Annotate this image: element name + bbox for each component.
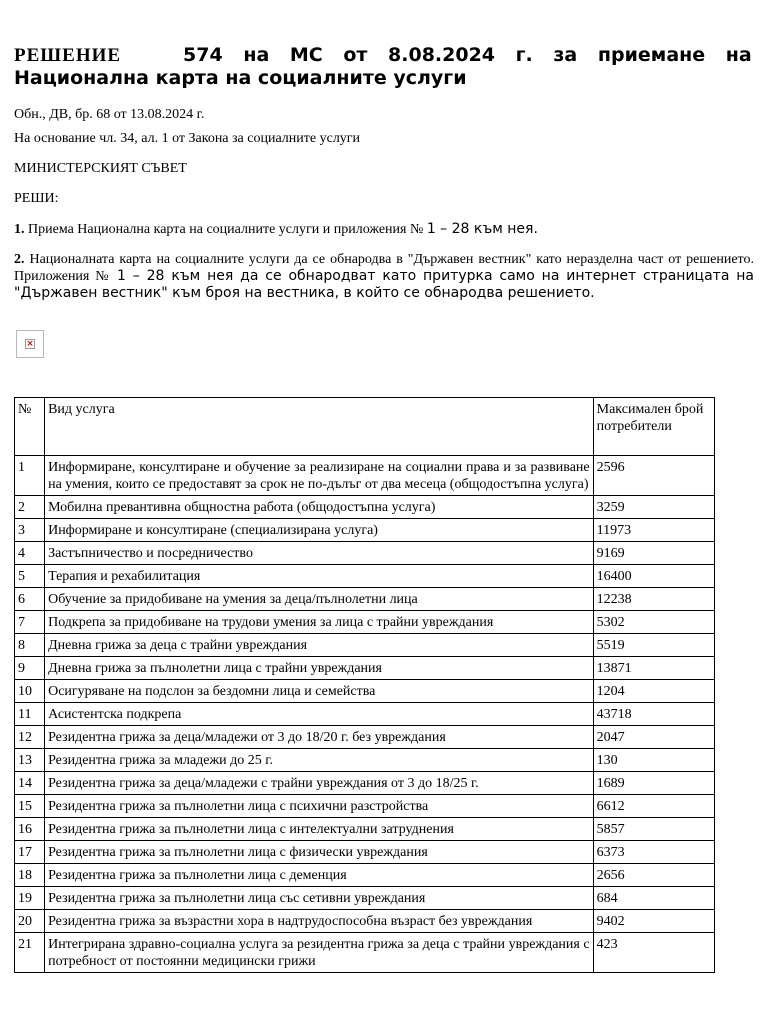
cell-service: Дневна грижа за деца с трайни увреждания <box>45 634 594 657</box>
cell-number: 1 <box>15 456 45 496</box>
cell-number: 10 <box>15 680 45 703</box>
decided-heading: РЕШИ: <box>14 191 59 206</box>
cell-number: 6 <box>15 588 45 611</box>
cell-max: 6612 <box>593 795 714 818</box>
decision-item-1 <box>14 221 754 238</box>
cell-service: Информиране и консултиране (специализирана услуга) <box>45 519 594 542</box>
cell-number: 12 <box>15 726 45 749</box>
cell-service: Подкрепа за придобиване на трудови умения за лица с трайни увреждания <box>45 611 594 634</box>
cell-service: Резидентна грижа за пълнолетни лица с физически увреждания <box>45 841 594 864</box>
cell-number: 5 <box>15 565 45 588</box>
table-row <box>15 657 715 680</box>
table-row <box>15 864 715 887</box>
title-lead: РЕШЕНИЕ <box>14 45 122 66</box>
cell-service: Резидентна грижа за пълнолетни лица със сетивни увреждания <box>45 887 594 910</box>
cell-service: Осигуряване на подслон за бездомни лица и семейства <box>45 680 594 703</box>
cell-number: 17 <box>15 841 45 864</box>
document-title <box>14 44 754 90</box>
table-row <box>15 726 715 749</box>
cell-max: 43718 <box>593 703 714 726</box>
cell-number: 21 <box>15 933 45 973</box>
cell-number: 7 <box>15 611 45 634</box>
cell-service: Интегрирана здравно-социална услуга за резидентна грижа за деца с трайни увреждания с потребност от постоянни медицински грижи <box>45 933 594 973</box>
cell-service: Резидентна грижа за деца/младежи с трайни увреждания от 3 до 18/25 г. <box>45 772 594 795</box>
cell-service: Резидентна грижа за пълнолетни лица с интелектуални затруднения <box>45 818 594 841</box>
council-heading: МИНИСТЕРСКИЯТ СЪВЕТ <box>14 161 187 176</box>
services-table <box>14 397 715 973</box>
table-row <box>15 456 715 496</box>
header-number: № <box>15 398 45 456</box>
cell-max: 12238 <box>593 588 714 611</box>
cell-number: 11 <box>15 703 45 726</box>
table-row <box>15 634 715 657</box>
cell-service: Застъпничество и посредничество <box>45 542 594 565</box>
cell-max: 423 <box>593 933 714 973</box>
table-header-row <box>15 398 715 456</box>
cell-service: Резидентна грижа за младежи до 25 г. <box>45 749 594 772</box>
cell-max: 5519 <box>593 634 714 657</box>
cell-number: 16 <box>15 818 45 841</box>
cell-service: Резидентна грижа за пълнолетни лица с деменция <box>45 864 594 887</box>
item-number: 1. <box>14 222 25 237</box>
cell-number: 9 <box>15 657 45 680</box>
item-text: Националната карта на социалните услуги да се обнародва в "Държавен вестник" като неразделна част от решението. Приложения № <box>14 252 754 284</box>
decision-item-2 <box>14 251 754 302</box>
table-row <box>15 680 715 703</box>
cell-max: 1204 <box>593 680 714 703</box>
table-row <box>15 933 715 973</box>
table-row <box>15 772 715 795</box>
table-row <box>15 841 715 864</box>
cell-service: Асистентска подкрепа <box>45 703 594 726</box>
cell-number: 13 <box>15 749 45 772</box>
item-number: 2. <box>14 252 25 267</box>
table-row <box>15 795 715 818</box>
title-line2: Национална карта на социалните услуги <box>14 67 467 89</box>
table-row <box>15 565 715 588</box>
table-row <box>15 887 715 910</box>
cell-max: 2047 <box>593 726 714 749</box>
cell-max: 5857 <box>593 818 714 841</box>
cell-number: 19 <box>15 887 45 910</box>
item-text-annex: 1 – 28 към нея да се обнародват като притурка само на интернет страницата на "Държавен вестник" към броя на вестника, в който се обнародва решението. <box>14 268 755 301</box>
table-row <box>15 588 715 611</box>
table-row <box>15 910 715 933</box>
cell-max: 11973 <box>593 519 714 542</box>
cell-service: Мобилна превантивна общностна работа (общодостъпна услуга) <box>45 496 594 519</box>
cell-number: 20 <box>15 910 45 933</box>
cell-number: 3 <box>15 519 45 542</box>
cell-max: 9169 <box>593 542 714 565</box>
cell-service: Терапия и рехабилитация <box>45 565 594 588</box>
table-row <box>15 542 715 565</box>
published-info: Обн., ДВ, бр. 68 от 13.08.2024 г. <box>14 107 205 122</box>
cell-max: 3259 <box>593 496 714 519</box>
cell-max: 13871 <box>593 657 714 680</box>
cell-service: Резидентна грижа за пълнолетни лица с психични разстройства <box>45 795 594 818</box>
header-max: Максимален брой потребители <box>593 398 714 456</box>
cell-max: 684 <box>593 887 714 910</box>
cell-service: Резидентна грижа за деца/младежи от 3 до 18/20 г. без увреждания <box>45 726 594 749</box>
cell-service: Дневна грижа за пълнолетни лица с трайни увреждания <box>45 657 594 680</box>
broken-image-icon: × <box>26 339 34 349</box>
header-service: Вид услуга <box>45 398 594 456</box>
table-row <box>15 749 715 772</box>
cell-max: 2596 <box>593 456 714 496</box>
cell-number: 2 <box>15 496 45 519</box>
cell-number: 14 <box>15 772 45 795</box>
title-main: 574 на МС от 8.08.2024 г. за приемане на <box>183 44 752 66</box>
table-row <box>15 611 715 634</box>
legal-basis: На основание чл. 34, ал. 1 от Закона за социалните услуги <box>14 131 361 146</box>
table-row <box>15 519 715 542</box>
cell-max: 130 <box>593 749 714 772</box>
cell-service: Обучение за придобиване на умения за деца/пълнолетни лица <box>45 588 594 611</box>
item-text: Приема Национална карта на социалните услуги и приложения № <box>28 222 424 237</box>
cell-max: 1689 <box>593 772 714 795</box>
cell-max: 5302 <box>593 611 714 634</box>
broken-image-placeholder <box>16 330 44 358</box>
cell-number: 4 <box>15 542 45 565</box>
cell-max: 9402 <box>593 910 714 933</box>
cell-number: 8 <box>15 634 45 657</box>
table-row <box>15 703 715 726</box>
cell-max: 2656 <box>593 864 714 887</box>
cell-number: 15 <box>15 795 45 818</box>
cell-number: 18 <box>15 864 45 887</box>
cell-service: Резидентна грижа за възрастни хора в надтрудоспособна възраст без увреждания <box>45 910 594 933</box>
table-row <box>15 818 715 841</box>
cell-max: 6373 <box>593 841 714 864</box>
table-row <box>15 496 715 519</box>
item-text-annex: 1 – 28 към нея. <box>426 221 538 237</box>
cell-service: Информиране, консултиране и обучение за реализиране на социални права и за развиване на умения, които се предоставят за срок не по-дълъг от два месеца (общодостъпна услуга) <box>45 456 594 496</box>
cell-max: 16400 <box>593 565 714 588</box>
